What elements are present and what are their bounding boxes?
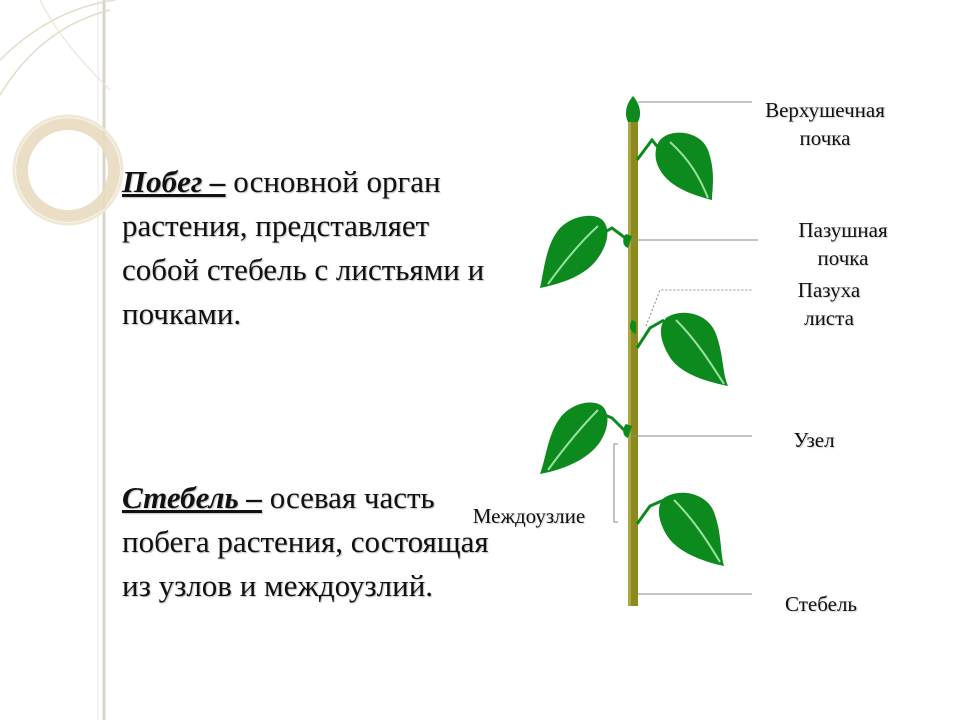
leaf-3 — [630, 313, 728, 386]
label-axillary-bud: Пазушная почка — [798, 218, 888, 270]
leaf-1 — [637, 133, 713, 200]
label-node: Узел — [793, 428, 835, 452]
stem-term: Стебель – — [122, 480, 262, 515]
pointer-internode — [614, 444, 618, 522]
label-leaf-axil: Пазуха листа — [797, 278, 861, 330]
shoot-term: Побег – — [122, 164, 226, 199]
leaf-2 — [540, 216, 632, 288]
leaf-5 — [637, 493, 724, 566]
apical-bud — [626, 96, 640, 122]
leaf-4 — [540, 403, 632, 474]
label-internode: Междоузлие — [472, 504, 586, 528]
stem-definition-text: осевая часть побега растения, состоящая из узлов и междоузлий. — [122, 480, 489, 603]
shoot-definition-text: основной орган растения, представляет собой стебель с листьями и почками. — [122, 164, 485, 331]
label-stem: Стебель — [784, 592, 857, 616]
label-apical-bud: Верхушечная почка — [765, 98, 885, 150]
